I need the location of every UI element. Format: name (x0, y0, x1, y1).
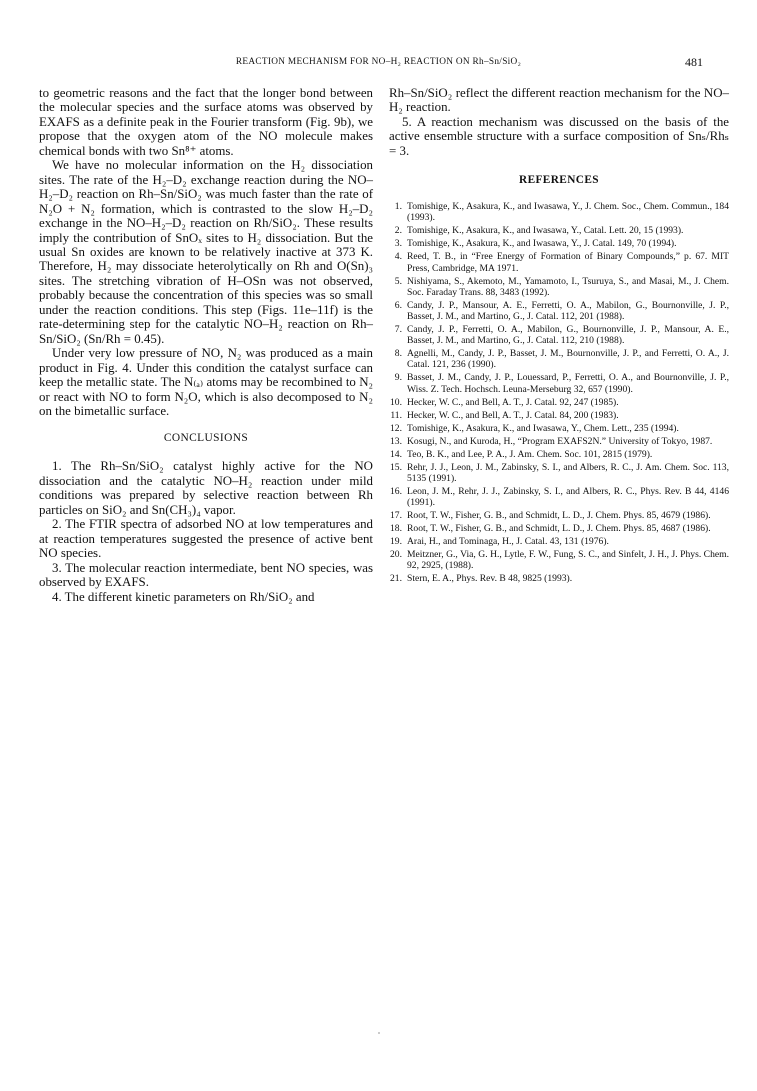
reference-text: Kosugi, N., and Kuroda, H., “Program EXAFS2N.” University of Tokyo, 1987. (407, 435, 713, 447)
reference-text: Reed, T. B., in “Free Energy of Formation of Binary Compounds,” p. 67. MIT Press, Cambridge, MA 1971. (407, 251, 729, 274)
reference-item (389, 251, 729, 273)
conclusion-item: 3. The molecular reaction intermediate, bent NO species, was observed by EXAFS. (39, 560, 373, 590)
reference-text: Tomishige, K., Asakura, K., and Iwasawa, Y., Catal. Lett. 20, 15 (1993). (407, 225, 684, 237)
reference-number: 3. (394, 238, 402, 250)
reference-text: Root, T. W., Fisher, G. B., and Schmidt, L. D., J. Chem. Phys. 85, 4687 (1986). (407, 523, 711, 535)
conclusions-heading: CONCLUSIONS (163, 432, 249, 445)
reference-item (389, 573, 729, 584)
reference-item (389, 324, 729, 346)
reference-item (389, 276, 729, 298)
reference-number: 18. (390, 523, 402, 535)
reference-text: Basset, J. M., Candy, J. P., Louessard, P., Ferretti, O. A., and Bournonville, J. P., Wiss. Z. Tech. Hochsch. Leuna-Merseburg 32, 657 (1990). (407, 372, 729, 395)
reference-item (389, 523, 729, 534)
reference-text: Tomishige, K., Asakura, K., and Iwasawa, Y., Chem. Lett., 235 (1994). (407, 422, 679, 434)
reference-text: Tomishige, K., Asakura, K., and Iwasawa, Y., J. Chem. Soc., Chem. Commun., 184 (1993). (407, 201, 729, 224)
body-paragraph: to geometric reasons and the fact that the longer bond between the molecular species and the surface atoms was observed by EXAFS as a definite peak in the Fourier transform (Fig. 9b), we propose that the oxygen atom of the NO molecule makes chemical bonds with two Sn⁸⁺ atoms. (39, 86, 373, 158)
reference-number: 2. (394, 225, 402, 237)
reference-number: 14. (390, 448, 402, 460)
reference-number: 10. (390, 396, 402, 408)
reference-item (389, 536, 729, 547)
reference-item (389, 423, 729, 434)
reference-item (389, 348, 729, 370)
conclusion-item: 2. The FTIR spectra of adsorbed NO at low temperatures and at reaction temperatures suggested the presence of active bent NO species. (39, 517, 373, 561)
reference-text: Arai, H., and Tominaga, H., J. Catal. 43, 131 (1976). (407, 536, 609, 548)
body-paragraph: Under very low pressure of NO, N₂ was produced as a main product in Fig. 4. Under this condition the catalyst surface can keep the metallic state. The N₍ₐ₎ atoms may be recombined to N₂ or react with NO to form N₂O, which is also decomposed to N₂ on the bimetallic surface. (39, 346, 373, 418)
scan-speck (378, 1032, 380, 1034)
reference-number: 20. (390, 549, 402, 561)
reference-item (389, 397, 729, 408)
reference-text: Root, T. W., Fisher, G. B., and Schmidt, L. D., J. Chem. Phys. 85, 4679 (1986). (407, 510, 711, 522)
reference-number: 11. (390, 409, 402, 421)
conclusion-item: 5. A reaction mechanism was discussed on the basis of the active ensemble structure with a surface composition of Snₛ/Rhₛ = 3. (389, 114, 729, 158)
reference-item (389, 201, 729, 223)
reference-item (389, 372, 729, 394)
reference-number: 8. (394, 348, 402, 360)
body-paragraph: We have no molecular information on the H₂ dissociation sites. The rate of the H₂–D₂ exchange reaction during the NO–H₂–D₂ reaction on Rh–Sn/SiO₂ was much faster than the rate of N₂O + N₂ formation, which is contrasted to the slow H₂–D₂ exchange in the NO–H₂–D₂ reaction on Rh/SiO₂. These results imply the contribution of SnOₓ sites to H₂ dissociation. But the usual Sn oxides are known to be relatively inactive at 373 K. Therefore, H₂ may dissociate heterolytically on Rh and O(Sn)₃ sites. The stretching vibration of H–OSn was not observed, probably because the concentration of this species was so small under the reaction conditions. This step (Figs. 11e–11f) is the rate-determining step for the catalytic NO–H₂ reaction on Rh–Sn/SiO₂ (Sn/Rh = 0.45). (39, 158, 373, 346)
reference-text: Agnelli, M., Candy, J. P., Basset, J. M., Bournonville, J. P., and Ferretti, O. A., J. Catal. 121, 236 (1990). (407, 348, 729, 371)
reference-text: Stern, E. A., Phys. Rev. B 48, 9825 (1993). (407, 573, 573, 585)
reference-text: Candy, J. P., Ferretti, O. A., Mabilon, G., Bournonville, J. P., Mansour, A. E., Basset, J. M., and Martino, G., J. Catal. 112, 210 (1988). (407, 324, 729, 347)
right-column (389, 86, 729, 586)
reference-number: 7. (394, 324, 402, 336)
reference-item (389, 225, 729, 236)
reference-text: Candy, J. P., Mansour, A. E., Ferretti, O. A., Mabilon, G., Bournonville, J. P., Basset, J. M., and Martino, G., J. Catal. 112, 201 (1988). (407, 299, 729, 323)
body-paragraph: Rh–Sn/SiO₂ reflect the different reaction mechanism for the NO–H₂ reaction. (389, 86, 729, 115)
reference-number: 13. (390, 435, 402, 447)
reference-item (389, 549, 729, 571)
reference-number: 19. (390, 536, 402, 548)
reference-item (389, 510, 729, 521)
reference-number: 1. (394, 201, 402, 213)
reference-text: Meitzner, G., Via, G. H., Lytle, F. W., Fung, S. C., and Sinfelt, J. H., J. Phys. Chem. 92, 2925, (1988). (407, 549, 729, 572)
reference-number: 15. (390, 461, 402, 473)
reference-text: Tomishige, K., Asakura, K., and Iwasawa, Y., J. Catal. 149, 70 (1994). (407, 238, 677, 250)
reference-number: 6. (394, 299, 402, 311)
page-number: 481 (685, 55, 703, 69)
running-head (0, 56, 757, 72)
reference-item (389, 300, 729, 322)
references-heading: REFERENCES (519, 174, 599, 187)
reference-number: 21. (390, 573, 402, 585)
running-title: REACTION MECHANISM FOR NO–H₂ REACTION ON Rh–Sn/SiO₂ (235, 57, 522, 67)
reference-item (389, 436, 729, 447)
conclusion-item: 4. The different kinetic parameters on Rh/SiO₂ and (52, 589, 315, 604)
reference-text: Nishiyama, S., Akemoto, M., Yamamoto, I., Tsuruya, S., and Masai, M., J. Chem. Soc. Faraday Trans. 88, 3483 (1992). (407, 275, 729, 298)
reference-item (389, 449, 729, 460)
reference-item (389, 462, 729, 484)
conclusion-item: 1. The Rh–Sn/SiO₂ catalyst highly active for the NO dissociation and the catalytic NO–H₂ reaction under mild conditions was prepared by selective reaction between Rh particles on SiO₂ and Sn(CH₃)₄ vapor. (39, 459, 373, 517)
reference-item (389, 486, 729, 508)
reference-text: Leon, J. M., Rehr, J. J., Zabinsky, S. I., and Albers, R. C., Phys. Rev. B 44, 4146 (1991). (407, 485, 729, 509)
reference-text: Hecker, W. C., and Bell, A. T., J. Catal. 84, 200 (1983). (407, 409, 619, 421)
reference-number: 4. (394, 251, 402, 263)
reference-text: Teo, B. K., and Lee, P. A., J. Am. Chem. Soc. 101, 2815 (1979). (407, 448, 653, 460)
reference-number: 12. (390, 422, 402, 434)
reference-number: 16. (390, 485, 402, 497)
reference-list (389, 201, 729, 584)
reference-text: Rehr, J. J., Leon, J. M., Zabinsky, S. I., and Albers, R. C., J. Am. Chem. Soc. 113, 5135 (1991). (407, 461, 729, 484)
left-column (39, 86, 373, 604)
reference-number: 17. (390, 510, 402, 522)
reference-text: Hecker, W. C., and Bell, A. T., J. Catal. 92, 247 (1985). (407, 396, 619, 408)
reference-number: 9. (394, 372, 402, 384)
reference-item (389, 238, 729, 249)
reference-number: 5. (394, 275, 402, 287)
reference-item (389, 410, 729, 421)
